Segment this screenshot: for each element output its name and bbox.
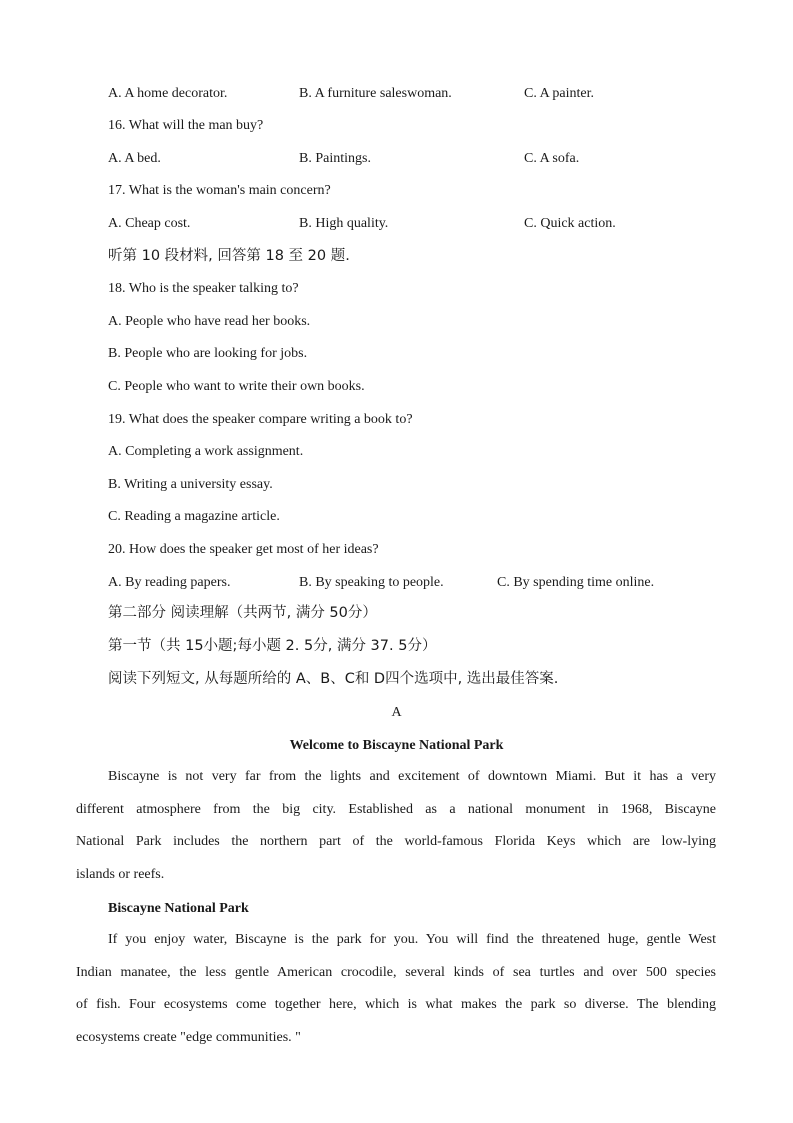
paragraph-1-line: National Park includes the northern part of the world-famous Florida Keys which are low-lying [76,834,716,850]
q15-option-a: A. A home decorator. [108,86,228,101]
paragraph-2-line: Indian manatee, the less gentle American crocodile, several kinds of sea turtles and over 500 species [76,964,716,980]
q17-question: 17. What is the woman's main concern? [108,183,331,198]
q18-question: 18. Who is the speaker talking to? [108,281,299,296]
q20-option-c: C. By spending time online. [497,575,655,590]
paragraph-2-line: If you enjoy water, Biscayne is the park for you. You will find the threatened huge, gentle West [108,932,716,947]
q19-option-c: C. Reading a magazine article. [108,509,280,524]
q20-option-b: B. By speaking to people. [299,575,444,590]
passage-title: Welcome to Biscayne National Park [289,738,504,753]
paragraph-1-line: islands or reefs. [76,867,165,883]
q16-option-c: C. A sofa. [524,151,580,166]
q20-option-a: A. By reading papers. [108,575,231,590]
paragraph-1-line: different atmosphere from the big city. Established as a national monument in 1968, Biscayne [76,801,716,817]
reading-instructions: 阅读下列短文, 从每题所给的 A、B、C和 D四个选项中, 选出最佳答案. [108,671,559,687]
paragraph-1-line: Biscayne is not very far from the lights and excitement of downtown Miami. But it has a very [108,769,716,784]
q16-option-b: B. Paintings. [299,151,371,166]
section1-title: 第一节（共 15小题;每小题 2. 5分, 满分 37. 5分） [108,638,437,654]
q19-question: 19. What does the speaker compare writing a book to? [108,412,413,427]
q15-option-c: C. A painter. [524,86,594,101]
passage-letter: A [391,705,402,720]
q20-question: 20. How does the speaker get most of her ideas? [108,542,379,557]
q16-option-a: A. A bed. [108,151,161,166]
q19-option-a: A. Completing a work assignment. [108,444,304,459]
paragraph-2-line: ecosystems create "edge communities. " [76,1030,301,1046]
q15-option-b: B. A furniture saleswoman. [299,86,452,101]
paragraph-2 [76,924,716,1055]
q18-option-c: C. People who want to write their own books. [108,379,365,394]
section-subheading: Biscayne National Park [108,901,249,916]
q17-option-a: A. Cheap cost. [108,216,191,231]
q18-option-a: A. People who have read her books. [108,314,311,329]
section10-instruction: 听第 10 段材料, 回答第 18 至 20 题. [108,248,350,264]
q17-option-b: B. High quality. [299,216,389,231]
q18-option-b: B. People who are looking for jobs. [108,346,308,361]
q16-question: 16. What will the man buy? [108,118,264,133]
q17-option-c: C. Quick action. [524,216,616,231]
part2-title: 第二部分 阅读理解（共两节, 满分 50分） [108,605,377,621]
paragraph-2-line: of fish. Four ecosystems come together here, which is what makes the park so diverse. The blending [76,997,716,1013]
paragraph-1 [76,761,716,892]
q19-option-b: B. Writing a university essay. [108,477,273,492]
